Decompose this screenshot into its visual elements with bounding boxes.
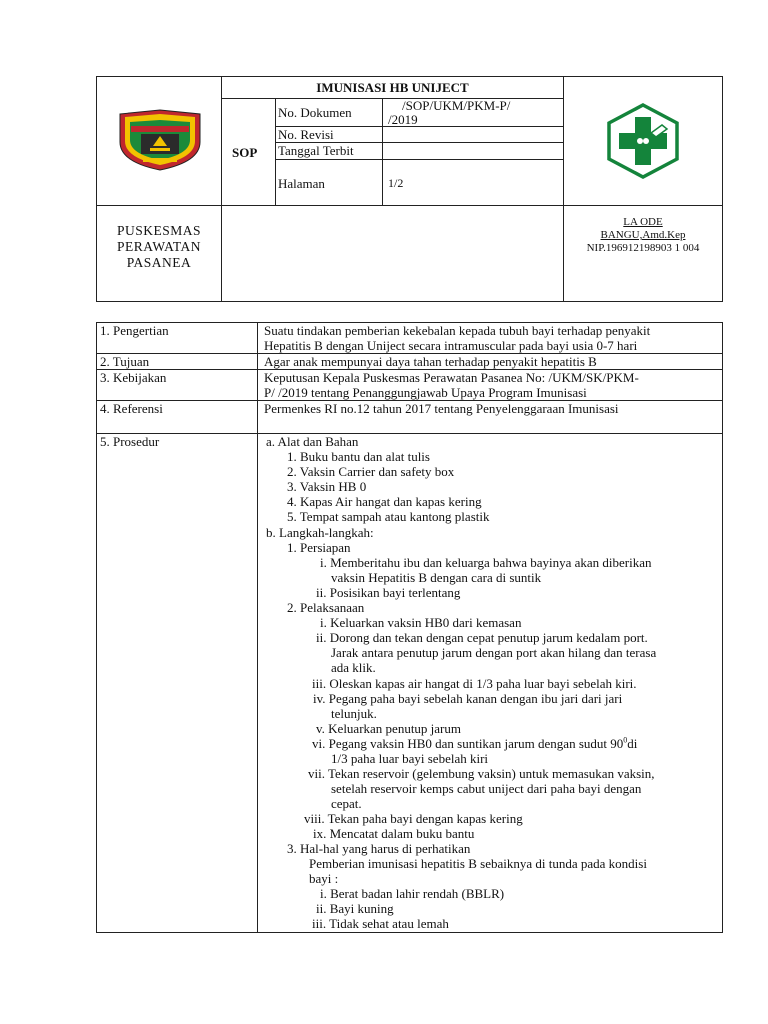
- field-label-no-revisi: No. Revisi: [278, 127, 334, 142]
- field-value-halaman: 1/2: [388, 176, 404, 190]
- row-label-referensi: 4. Referensi: [100, 401, 163, 416]
- prosedur-heading-b: b. Langkah-langkah:: [266, 525, 374, 540]
- list-item-text: vi. Pegang vaksin HB0 dan suntikan jarum dengan sudut 90: [312, 736, 624, 751]
- list-item: iv. Pegang paha bayi sebelah kanan dengan ibu jari dari jari: [313, 691, 623, 706]
- org-name-line-2: PERAWATAN: [116, 239, 202, 254]
- list-item-degree: [312, 736, 637, 751]
- list-item: Pemberian imunisasi hepatitis B sebaiknya di tunda pada kondisi: [309, 856, 647, 871]
- field-value-no-dokumen-2: /2019: [388, 112, 418, 127]
- list-item: setelah reservoir kemps cabut uniject dari paha bayi dengan: [331, 781, 642, 796]
- list-item: iii. Oleskan kapas air hangat di 1/3 paha luar bayi sebelah kiri.: [312, 676, 637, 691]
- degree-suffix: di: [627, 736, 638, 751]
- list-item: i. Memberitahu ibu dan keluarga bahwa bayinya akan diberikan: [320, 555, 652, 570]
- list-item: 3. Vaksin HB 0: [287, 479, 367, 494]
- list-item: Jarak antara penutup jarum dengan port akan hilang dan terasa: [331, 645, 657, 660]
- list-item: cepat.: [331, 796, 362, 811]
- degree-superscript: 0: [623, 735, 628, 745]
- org-name-line-1: PUSKESMAS: [116, 223, 202, 238]
- row-label-kebijakan: 3. Kebijakan: [100, 370, 167, 385]
- list-item: telunjuk.: [331, 706, 377, 721]
- list-item: iii. Tidak sehat atau lemah: [312, 916, 449, 931]
- kebijakan-line: Keputusan Kepala Puskesmas Perawatan Pasanea No: /UKM/SK/PKM-: [264, 370, 639, 385]
- tujuan-line: Agar anak mempunyai daya tahan terhadap penyakit hepatitis B: [264, 354, 597, 369]
- signer-nip: NIP.196912198903 1 004: [586, 242, 700, 254]
- row-label-pengertian: 1. Pengertian: [100, 323, 169, 338]
- pengertian-line: Suatu tindakan pemberian kekebalan kepada tubuh bayi terhadap penyakit: [264, 323, 651, 338]
- org-name-line-3: PASANEA: [126, 255, 192, 270]
- list-item: bayi :: [309, 871, 339, 886]
- list-item: i. Keluarkan vaksin HB0 dari kemasan: [320, 615, 522, 630]
- field-label-halaman: Halaman: [278, 176, 325, 191]
- list-item: 1. Buku bantu dan alat tulis: [287, 449, 430, 464]
- list-item: ix. Mencatat dalam buku bantu: [313, 826, 475, 841]
- row-label-prosedur: 5. Prosedur: [100, 434, 160, 449]
- list-item: 1/3 paha luar bayi sebelah kiri: [331, 751, 489, 766]
- row-label-tujuan: 2. Tujuan: [100, 354, 150, 369]
- signer-name-line-2: BANGU,Amd.Kep: [600, 229, 686, 241]
- field-label-no-dokumen: No. Dokumen: [278, 105, 352, 120]
- kebijakan-line: P/ /2019 tentang Penanggungjawab Upaya Program Imunisasi: [264, 385, 587, 400]
- list-item: ii. Dorong dan tekan dengan cepat penutup jarum kedalam port.: [316, 630, 648, 645]
- list-item: i. Berat badan lahir rendah (BBLR): [320, 886, 505, 901]
- list-item: 2. Pelaksanaan: [287, 600, 365, 615]
- list-item: vaksin Hepatitis B dengan cara di suntik: [331, 570, 542, 585]
- list-item: 1. Persiapan: [287, 540, 351, 555]
- puskesmas-cross-logo: [604, 103, 682, 179]
- list-item: 5. Tempat sampah atau kantong plastik: [287, 509, 490, 524]
- sop-label: SOP: [232, 145, 258, 160]
- list-item: viii. Tekan paha bayi dengan kapas kering: [304, 811, 523, 826]
- list-item: 2. Vaksin Carrier dan safety box: [287, 464, 455, 479]
- prosedur-heading-a: a. Alat dan Bahan: [266, 434, 359, 449]
- list-item: v. Keluarkan penutup jarum: [316, 721, 461, 736]
- field-label-tanggal-terbit: Tanggal Terbit: [278, 143, 354, 158]
- list-item: 4. Kapas Air hangat dan kapas kering: [287, 494, 482, 509]
- list-item: ada klik.: [331, 660, 376, 675]
- list-item: ii. Posisikan bayi terlentang: [316, 585, 461, 600]
- pengertian-line: Hepatitis B dengan Uniject secara intramuscular pada bayi usia 0-7 hari: [264, 338, 638, 353]
- list-item: vii. Tekan reservoir (gelembung vaksin) untuk memasukan vaksin,: [308, 766, 655, 781]
- signer-name-line-1: LA ODE: [623, 216, 663, 228]
- list-item: ii. Bayi kuning: [316, 901, 394, 916]
- document-title: IMUNISASI HB UNIJECT: [316, 80, 469, 95]
- referensi-line: Permenkes RI no.12 tahun 2017 tentang Penyelenggaraan Imunisasi: [264, 401, 619, 416]
- field-value-no-dokumen-1: /SOP/UKM/PKM-P/: [402, 98, 511, 113]
- district-crest-logo: [117, 108, 203, 172]
- list-item: 3. Hal-hal yang harus di perhatikan: [287, 841, 471, 856]
